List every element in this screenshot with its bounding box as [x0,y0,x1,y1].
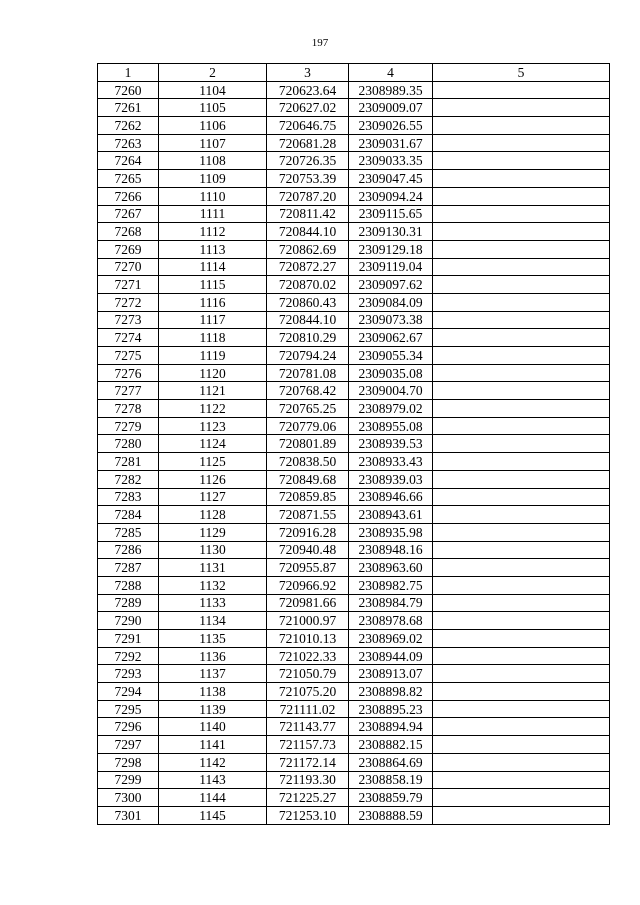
table-cell-col-4: 2309073.38 [349,311,433,329]
table-cell-col-5 [433,347,610,365]
column-header-4: 4 [349,64,433,82]
table-row [98,470,610,488]
table-row [98,223,610,241]
table-cell-col-3: 720753.39 [267,170,349,188]
table-cell-col-2: 1120 [159,364,267,382]
table-cell-col-1: 7288 [98,576,159,594]
table-cell-col-3: 721111.02 [267,700,349,718]
table-cell-col-2: 1125 [159,453,267,471]
table-cell-col-3: 721253.10 [267,806,349,824]
table-cell-col-2: 1108 [159,152,267,170]
table-cell-col-2: 1139 [159,700,267,718]
table-row [98,364,610,382]
table-cell-col-1: 7268 [98,223,159,241]
table-cell-col-4: 2308939.03 [349,470,433,488]
table-cell-col-4: 2308858.19 [349,771,433,789]
table-cell-col-1: 7287 [98,559,159,577]
table-row [98,99,610,117]
table-cell-col-1: 7289 [98,594,159,612]
table-cell-col-1: 7295 [98,700,159,718]
table-cell-col-5 [433,612,610,630]
table-cell-col-3: 720726.35 [267,152,349,170]
table-cell-col-1: 7300 [98,789,159,807]
table-cell-col-3: 721000.97 [267,612,349,630]
table-cell-col-1: 7273 [98,311,159,329]
table-cell-col-5 [433,771,610,789]
table-cell-col-3: 720627.02 [267,99,349,117]
table-row [98,347,610,365]
table-cell-col-1: 7292 [98,647,159,665]
table-cell-col-3: 721143.77 [267,718,349,736]
table-cell-col-5 [433,152,610,170]
table-cell-col-1: 7270 [98,258,159,276]
table-cell-col-5 [433,488,610,506]
table-cell-col-2: 1119 [159,347,267,365]
table-cell-col-1: 7276 [98,364,159,382]
column-header-5: 5 [433,64,610,82]
table-row [98,559,610,577]
table-cell-col-5 [433,576,610,594]
table-header [98,64,610,82]
table-row [98,240,610,258]
table-cell-col-4: 2308978.68 [349,612,433,630]
table-cell-col-2: 1143 [159,771,267,789]
table-cell-col-2: 1112 [159,223,267,241]
table-cell-col-3: 720779.06 [267,417,349,435]
table-row [98,382,610,400]
table-cell-col-4: 2309009.07 [349,99,433,117]
table-cell-col-3: 720870.02 [267,276,349,294]
table-cell-col-4: 2309047.45 [349,170,433,188]
table-cell-col-1: 7286 [98,541,159,559]
table-row [98,789,610,807]
table-cell-col-2: 1122 [159,400,267,418]
table-row [98,806,610,824]
table-cell-col-2: 1109 [159,170,267,188]
table-cell-col-2: 1131 [159,559,267,577]
table-cell-col-4: 2308895.23 [349,700,433,718]
table-cell-col-3: 720844.10 [267,311,349,329]
table-cell-col-2: 1136 [159,647,267,665]
table-cell-col-4: 2308864.69 [349,753,433,771]
table-cell-col-4: 2308944.09 [349,647,433,665]
table-cell-col-2: 1135 [159,630,267,648]
table-cell-col-4: 2308982.75 [349,576,433,594]
table-cell-col-2: 1141 [159,736,267,754]
table-cell-col-5 [433,700,610,718]
table-cell-col-2: 1138 [159,683,267,701]
table-cell-col-3: 721172.14 [267,753,349,771]
table-cell-col-3: 720966.92 [267,576,349,594]
table-cell-col-4: 2308979.02 [349,400,433,418]
table-cell-col-2: 1123 [159,417,267,435]
table-cell-col-5 [433,417,610,435]
table-row [98,400,610,418]
table-cell-col-3: 720872.27 [267,258,349,276]
table-cell-col-4: 2309055.34 [349,347,433,365]
table-cell-col-5 [433,665,610,683]
table-cell-col-1: 7282 [98,470,159,488]
table-cell-col-1: 7260 [98,81,159,99]
table-cell-col-1: 7285 [98,523,159,541]
table-cell-col-5 [433,630,610,648]
table-cell-col-5 [433,187,610,205]
table-row [98,488,610,506]
table-cell-col-4: 2308984.79 [349,594,433,612]
table-cell-col-1: 7274 [98,329,159,347]
table-cell-col-5 [433,506,610,524]
table-cell-col-5 [433,718,610,736]
table-row [98,170,610,188]
table-cell-col-1: 7275 [98,347,159,365]
table-cell-col-3: 720768.42 [267,382,349,400]
table-cell-col-3: 720646.75 [267,117,349,135]
table-cell-col-5 [433,806,610,824]
table-cell-col-4: 2309097.62 [349,276,433,294]
table-cell-col-1: 7267 [98,205,159,223]
table-body [98,81,610,824]
table-cell-col-3: 720794.24 [267,347,349,365]
table-cell-col-4: 2309129.18 [349,240,433,258]
table-cell-col-2: 1144 [159,789,267,807]
table-cell-col-3: 720862.69 [267,240,349,258]
table-row [98,594,610,612]
table-cell-col-5 [433,311,610,329]
table-row [98,576,610,594]
column-header-3: 3 [267,64,349,82]
table-cell-col-2: 1132 [159,576,267,594]
table-cell-col-5 [433,753,610,771]
table-row [98,700,610,718]
table-cell-col-2: 1137 [159,665,267,683]
table-cell-col-1: 7277 [98,382,159,400]
table-cell-col-4: 2308946.66 [349,488,433,506]
table-cell-col-5 [433,223,610,241]
table-cell-col-5 [433,789,610,807]
table-cell-col-1: 7298 [98,753,159,771]
table-cell-col-3: 720859.85 [267,488,349,506]
table-cell-col-1: 7294 [98,683,159,701]
table-cell-col-5 [433,134,610,152]
table-row [98,736,610,754]
table-row [98,630,610,648]
table-cell-col-1: 7291 [98,630,159,648]
table-cell-col-4: 2308963.60 [349,559,433,577]
table-cell-col-5 [433,400,610,418]
table-cell-col-1: 7271 [98,276,159,294]
table-cell-col-5 [433,736,610,754]
table-cell-col-1: 7269 [98,240,159,258]
table-cell-col-3: 721010.13 [267,630,349,648]
table-cell-col-1: 7266 [98,187,159,205]
table-cell-col-4: 2309004.70 [349,382,433,400]
table-row [98,453,610,471]
table-cell-col-1: 7265 [98,170,159,188]
table-cell-col-5 [433,293,610,311]
table-row [98,293,610,311]
table-cell-col-2: 1145 [159,806,267,824]
table-cell-col-4: 2308969.02 [349,630,433,648]
table-cell-col-5 [433,329,610,347]
table-row [98,329,610,347]
table-cell-col-2: 1133 [159,594,267,612]
table-cell-col-5 [433,683,610,701]
table-cell-col-2: 1121 [159,382,267,400]
table-cell-col-1: 7290 [98,612,159,630]
table-cell-col-4: 2308933.43 [349,453,433,471]
table-row [98,152,610,170]
table-cell-col-4: 2309119.04 [349,258,433,276]
table-cell-col-3: 721075.20 [267,683,349,701]
table-row [98,647,610,665]
table-cell-col-1: 7299 [98,771,159,789]
table-cell-col-3: 721193.30 [267,771,349,789]
table-cell-col-3: 720844.10 [267,223,349,241]
table-cell-col-5 [433,435,610,453]
table-row [98,435,610,453]
table-row [98,665,610,683]
table-cell-col-3: 721157.73 [267,736,349,754]
coordinates-table [97,63,610,825]
table-cell-col-4: 2308955.08 [349,417,433,435]
table-cell-col-2: 1110 [159,187,267,205]
table-cell-col-5 [433,258,610,276]
table-cell-col-2: 1126 [159,470,267,488]
table-cell-col-4: 2309094.24 [349,187,433,205]
table-cell-col-3: 720787.20 [267,187,349,205]
header-row [98,64,610,82]
table-row [98,523,610,541]
table-cell-col-3: 721050.79 [267,665,349,683]
table-cell-col-5 [433,559,610,577]
table-cell-col-4: 2308898.82 [349,683,433,701]
table-row [98,311,610,329]
table-cell-col-5 [433,117,610,135]
table-row [98,187,610,205]
table-cell-col-2: 1113 [159,240,267,258]
table-cell-col-4: 2308913.07 [349,665,433,683]
table-row [98,417,610,435]
table-cell-col-1: 7280 [98,435,159,453]
table-cell-col-5 [433,382,610,400]
table-cell-col-5 [433,523,610,541]
table-cell-col-3: 720681.28 [267,134,349,152]
table-cell-col-5 [433,470,610,488]
table-cell-col-2: 1105 [159,99,267,117]
table-cell-col-3: 720871.55 [267,506,349,524]
table-cell-col-4: 2309115.65 [349,205,433,223]
table-cell-col-3: 720810.29 [267,329,349,347]
table-cell-col-4: 2308989.35 [349,81,433,99]
table-cell-col-3: 720940.48 [267,541,349,559]
table-cell-col-4: 2308943.61 [349,506,433,524]
table-cell-col-3: 720811.42 [267,205,349,223]
table-cell-col-4: 2308935.98 [349,523,433,541]
table-cell-col-5 [433,541,610,559]
table-cell-col-1: 7279 [98,417,159,435]
table-cell-col-3: 720916.28 [267,523,349,541]
table-row [98,258,610,276]
table-row [98,771,610,789]
table-row [98,683,610,701]
table-row [98,541,610,559]
table-cell-col-2: 1129 [159,523,267,541]
table-cell-col-1: 7272 [98,293,159,311]
table-cell-col-5 [433,205,610,223]
table-cell-col-2: 1127 [159,488,267,506]
table-cell-col-1: 7262 [98,117,159,135]
table-cell-col-1: 7261 [98,99,159,117]
table-cell-col-2: 1117 [159,311,267,329]
table-cell-col-4: 2309033.35 [349,152,433,170]
table-cell-col-4: 2309035.08 [349,364,433,382]
table-cell-col-2: 1104 [159,81,267,99]
table-cell-col-3: 720765.25 [267,400,349,418]
table-cell-col-1: 7263 [98,134,159,152]
table-cell-col-2: 1128 [159,506,267,524]
column-header-1: 1 [98,64,159,82]
table-cell-col-2: 1115 [159,276,267,294]
table-cell-col-4: 2308894.94 [349,718,433,736]
table-cell-col-4: 2308859.79 [349,789,433,807]
table-cell-col-5 [433,81,610,99]
table-cell-col-3: 720801.89 [267,435,349,453]
table-row [98,134,610,152]
table-cell-col-4: 2308882.15 [349,736,433,754]
table-cell-col-3: 720860.43 [267,293,349,311]
table-cell-col-3: 721022.33 [267,647,349,665]
table-row [98,753,610,771]
table-cell-col-2: 1124 [159,435,267,453]
table-cell-col-4: 2308939.53 [349,435,433,453]
table-row [98,506,610,524]
table-row [98,81,610,99]
page-number: 197 [311,37,329,49]
table-cell-col-4: 2309031.67 [349,134,433,152]
table-cell-col-1: 7293 [98,665,159,683]
table-cell-col-3: 720849.68 [267,470,349,488]
table-cell-col-2: 1106 [159,117,267,135]
table-cell-col-2: 1114 [159,258,267,276]
column-header-2: 2 [159,64,267,82]
table-cell-col-2: 1140 [159,718,267,736]
table-cell-col-5 [433,276,610,294]
table-cell-col-1: 7283 [98,488,159,506]
table-cell-col-1: 7296 [98,718,159,736]
table-cell-col-3: 720838.50 [267,453,349,471]
table-cell-col-5 [433,170,610,188]
table-row [98,117,610,135]
table-cell-col-5 [433,99,610,117]
table-cell-col-5 [433,364,610,382]
table-cell-col-2: 1111 [159,205,267,223]
table-cell-col-1: 7284 [98,506,159,524]
table-cell-col-5 [433,453,610,471]
table-cell-col-4: 2308888.59 [349,806,433,824]
table-cell-col-1: 7301 [98,806,159,824]
table-cell-col-2: 1134 [159,612,267,630]
table-cell-col-2: 1107 [159,134,267,152]
table-cell-col-1: 7281 [98,453,159,471]
table-cell-col-1: 7278 [98,400,159,418]
table-row [98,276,610,294]
table-cell-col-3: 720955.87 [267,559,349,577]
table-cell-col-2: 1130 [159,541,267,559]
table-cell-col-5 [433,594,610,612]
table-row [98,718,610,736]
table-cell-col-1: 7264 [98,152,159,170]
table-cell-col-4: 2309084.09 [349,293,433,311]
table-cell-col-3: 720781.08 [267,364,349,382]
table-cell-col-4: 2309130.31 [349,223,433,241]
table-cell-col-2: 1116 [159,293,267,311]
table-cell-col-2: 1118 [159,329,267,347]
table-cell-col-5 [433,240,610,258]
table-cell-col-2: 1142 [159,753,267,771]
table-row [98,612,610,630]
table-cell-col-4: 2309062.67 [349,329,433,347]
table-row [98,205,610,223]
table-cell-col-3: 720623.64 [267,81,349,99]
table-cell-col-5 [433,647,610,665]
table-cell-col-4: 2309026.55 [349,117,433,135]
table-cell-col-3: 721225.27 [267,789,349,807]
table-cell-col-3: 720981.66 [267,594,349,612]
table-cell-col-4: 2308948.16 [349,541,433,559]
table-cell-col-1: 7297 [98,736,159,754]
